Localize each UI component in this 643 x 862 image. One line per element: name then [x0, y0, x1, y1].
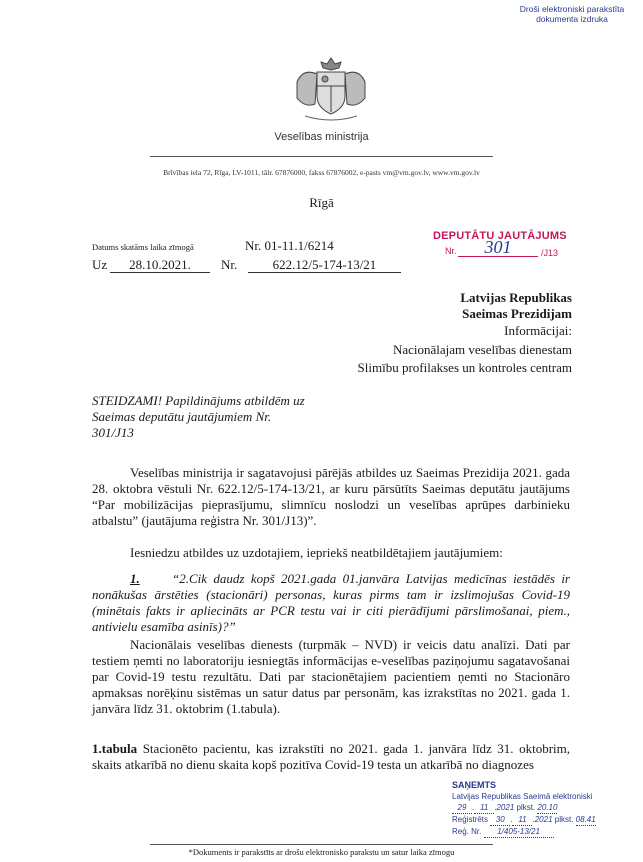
paragraph-2: Iesniedzu atbildes uz uzdotajiem, iepriekš neatbildētajiem jautājumiem: — [130, 545, 503, 560]
registered-day: 30 — [490, 814, 510, 826]
registration-number-line — [452, 826, 632, 838]
received-stamp — [452, 780, 632, 838]
header-divider — [150, 156, 493, 157]
received-day: 29 — [452, 802, 472, 814]
deputy-question-stamp-title: DEPUTĀTU JAUTĀJUMS — [433, 230, 567, 242]
ministry-address: Brīvības iela 72, Rīga, LV-1011, tālr. 67876000, fakss 67876002, e-pasts vm@vm.gov.lv, www.vm.gov.lv — [163, 168, 480, 177]
question-1 — [92, 571, 570, 635]
coat-of-arms-icon — [291, 56, 371, 122]
registered-time: 08.41 — [575, 815, 596, 824]
table-caption-text: Stacionēto pacientu, kas izrakstīti no 2021. gada 1. janvāra līdz 31. oktobrim, skaits atkarībā no dienu skaita kopš pozitīva Covid-19 testa un atkarībā no diagnozes — [92, 741, 571, 772]
registered-line: Reģistrēts 30 . 11 .2021 plkst. 08.41 — [452, 815, 596, 824]
e-signature-stamp — [513, 4, 631, 24]
received-time: 20.10 — [537, 803, 558, 812]
paragraph-1: Veselības ministrija ir sagatavojusi pārējās atbildes uz Saeimas Prezidija 2021. gada 28. oktobra vēstuli Nr. 622.12/5-174-13/21, ar kuru pārsūtīts Saeimas deputātu jautājums “Par mobilizācijas pieprasījumu, slimnīcu noslodzi un veselības aprūpes darbinieku atbalstu” (jautājuma reģistra Nr. 301/J13)”. — [92, 465, 570, 528]
footnote: *Dokuments ir parakstīts ar drošu elektronisko parakstu un satur laika zīmogu — [188, 847, 455, 857]
received-date-line: 29 . 11 .2021 plkst. 20.10 — [452, 802, 632, 814]
uz-date: 28.10.2021. — [110, 257, 210, 273]
letter-subject: STEIDZAMI! Papildinājums atbildēm uz Saeimas deputātu jautājumiem Nr. 301/J13 — [92, 393, 305, 440]
nr-label: Nr. — [245, 238, 262, 253]
e-signature-line-2: dokumenta izdruka — [536, 14, 608, 24]
registered-month: 11 — [512, 814, 532, 826]
question-text: “2.Cik daudz kopš 2021.gada 01.janvāra Latvijas medicīnas iestādēs ir nonākušas ārstēties (stacionāri) personas, kuras pirms tam ir izslimojušas Covid-19 (minētais fakts ir apliecināts ar PCR testu vai ir citi pierādījumi pārslimošanai, piem., antivielu esamība asinīs)?” — [92, 571, 570, 634]
recipient-line-2: Saeimas Prezidijam — [462, 306, 572, 321]
registered-time-label: plkst. — [554, 815, 574, 824]
deputy-question-suffix: /J13 — [541, 248, 559, 258]
received-org: Latvijas Republikas Saeimā elektroniski — [452, 792, 593, 801]
registration-number-label: Reģ. Nr. — [452, 827, 482, 836]
uz-label: Uz — [92, 257, 108, 272]
deputy-question-number: 301 — [458, 238, 538, 257]
footnote-divider — [150, 844, 493, 845]
place-name: Rīgā — [309, 195, 334, 210]
their-nr-label: Nr. — [221, 257, 238, 272]
question-number: 1. — [130, 571, 140, 586]
our-reference — [245, 238, 334, 254]
deputy-stamp-nr-label: Nr. — [445, 246, 457, 256]
e-signature-line-1: Droši elektroniski parakstīta — [519, 4, 625, 14]
info-recipient-2: Slimību profilakses un kontroles centram — [357, 360, 572, 375]
ministry-name: Veselības ministrija — [274, 131, 369, 143]
table-caption — [92, 741, 570, 773]
their-reference-number: 622.12/5-174-13/21 — [248, 257, 401, 273]
registered-label: Reģistrēts — [452, 815, 489, 824]
received-year: 2021 — [496, 803, 515, 812]
registration-number: 1/405-13/21 — [484, 826, 554, 838]
received-time-label: plkst. — [516, 803, 536, 812]
info-recipient-1: Nacionālajam veselības dienestam — [392, 342, 572, 357]
paragraph-3: Nacionālais veselības dienests (turpmāk – NVD) ir veicis datu analīzi. Dati par testiem ņemti no laboratoriju iesniegtās informācijas e-veselības paziņojumu sagatavošanai par Covid-19 testu rezultātu. Dati par stacionētajiem pacientiem ņemti no Stacionāro apmaksas norēķinu sistēmas un satur datus par personām, kas izrakstītas no 2021. gada 1. janvāra līdz 31. oktobrim (1.tabula). — [92, 637, 570, 716]
our-reference-number: 01-11.1/6214 — [264, 238, 334, 253]
received-title: SAŅEMTS — [452, 780, 497, 790]
table-label: 1.tabula — [92, 741, 138, 756]
date-label: Datums skatāms laika zīmogā — [92, 242, 194, 252]
recipient-line-1: Latvijas Republikas — [460, 290, 572, 305]
info-label: Informācijai: — [504, 323, 572, 338]
received-month: 11 — [474, 802, 494, 814]
registered-year: 2021 — [534, 815, 553, 824]
